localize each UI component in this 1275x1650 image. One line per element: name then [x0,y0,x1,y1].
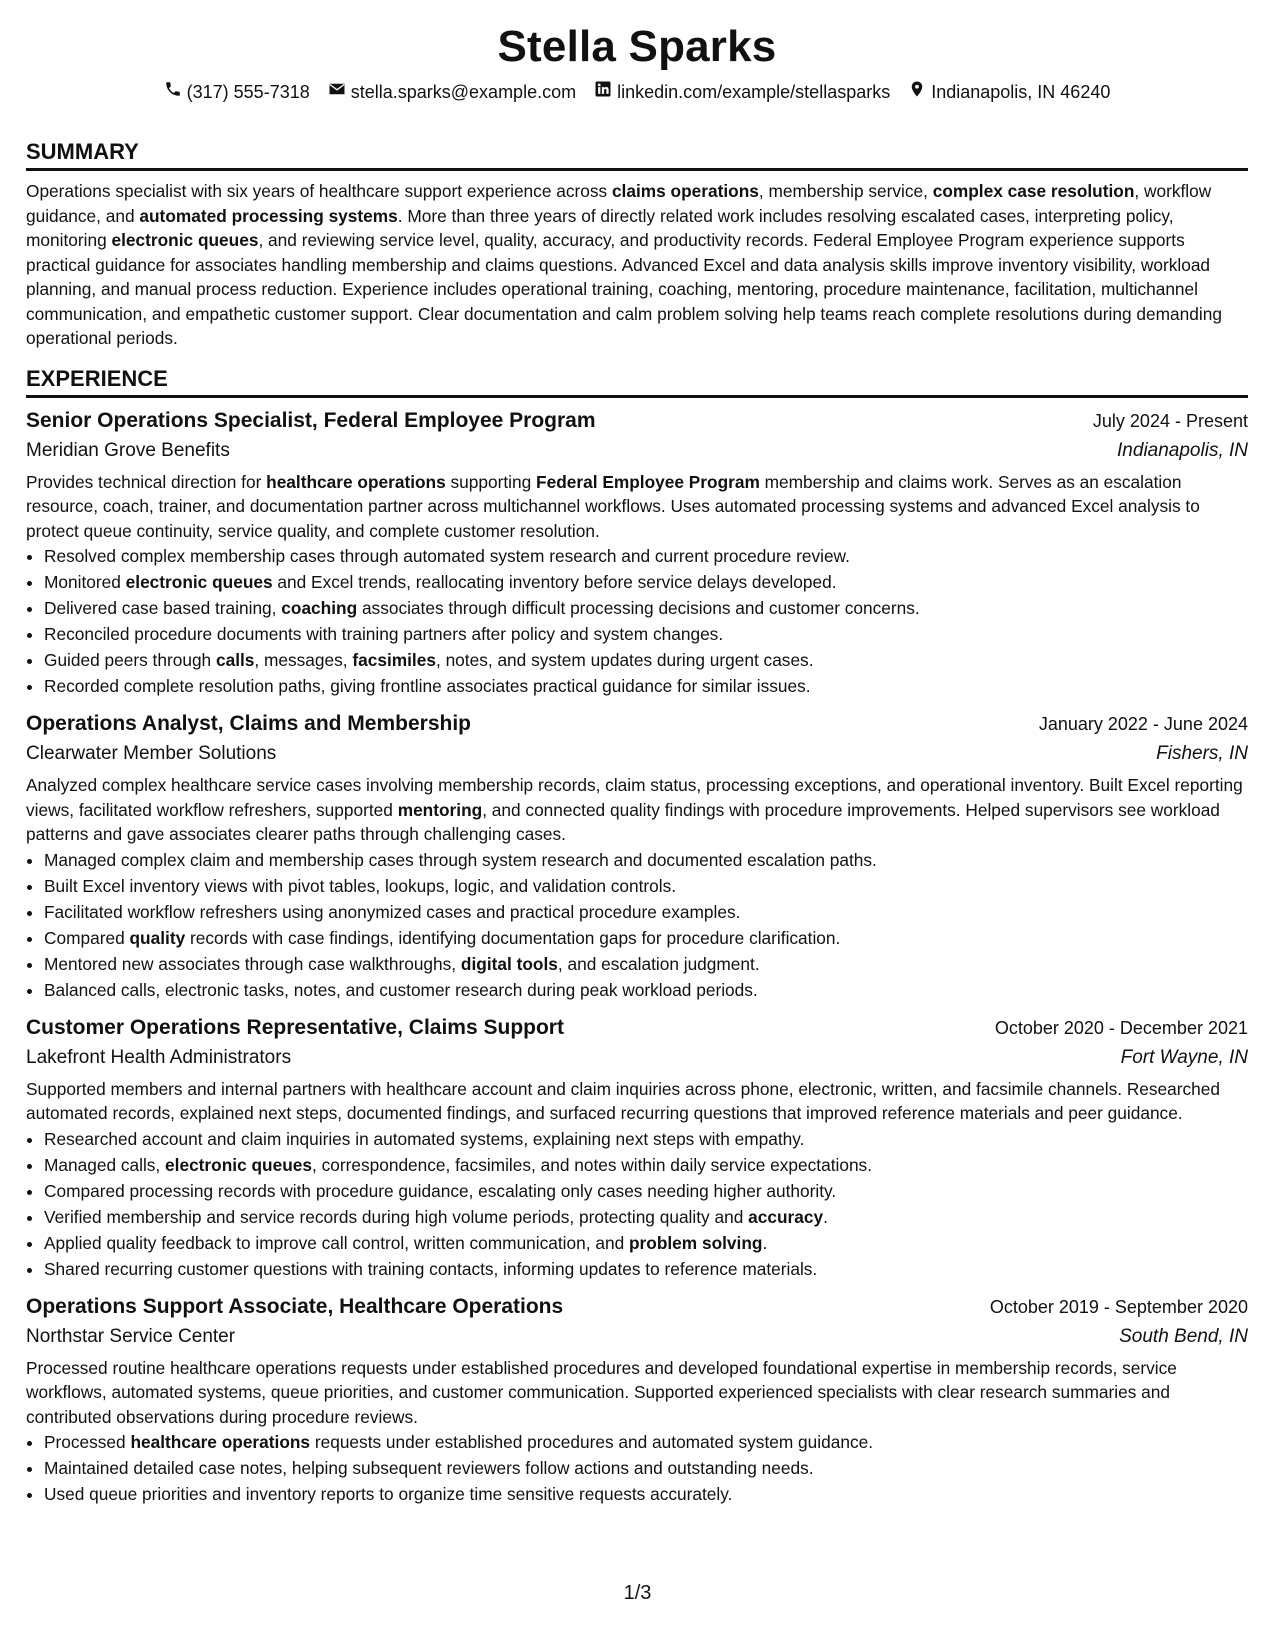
bold-keyword: digital tools [460,953,558,974]
text-run: Delivered case based training, [44,598,282,618]
job-header [26,1292,1248,1322]
job-description [26,773,1248,847]
bullet-item [44,977,1248,1003]
job-bullets [26,1126,1248,1282]
bullet-item [44,847,1248,873]
job-title: Operations Support Associate, Healthcare Operations [26,1294,564,1318]
bullet-item [44,899,1248,925]
text-run: Operations specialist with six years of healthcare support experience across [26,181,612,201]
bullet-item [44,595,1248,621]
text-run: Compared processing records with procedure guidance, escalating only cases needing higher authority. [44,1180,837,1201]
text-run: Analyzed complex healthcare service cases involving membership records, claim status, processing exceptions, and operational inventory. Built Excel reporting views, facilitated workflow refreshers, supported [26,775,1243,820]
text-run: Balanced calls, electronic tasks, notes, and customer research during peak workload periods. [44,979,758,1000]
bullet-item [44,1230,1248,1256]
job-title: Operations Analyst, Claims and Membership [26,712,471,735]
text-run: Provides technical direction for [26,471,267,492]
phone-text: (317) 555-7318 [186,82,310,102]
text-run: membership and claims work. Serves as an escalation resource, coach, trainer, and documentation partner across multichannel workflows. Uses automated processing systems and advanced Excel analysis to protect queue continuity, service quality, and complete customer resolution. [26,471,1200,541]
bullet-item [44,647,1248,673]
text-run: , correspondence, facsimiles, and notes within daily service expectations. [312,1154,873,1175]
job-company: Clearwater Member Solutions [26,743,277,764]
bold-keyword: Federal Employee Program [536,471,760,492]
job-entry [26,709,1248,1003]
linkedin-icon [594,80,612,104]
bold-keyword: calls [215,650,255,670]
location-text: Indianapolis, IN 46240 [931,82,1111,102]
text-run: supporting [445,471,537,492]
candidate-name: Stella Sparks [497,22,777,71]
experience-list [26,406,1248,1508]
envelope-icon [328,80,346,104]
job-description [26,1077,1248,1126]
contact-email[interactable] [328,80,576,104]
job-dates: July 2024 - Present [1092,410,1248,431]
job-subheader [26,739,1248,769]
job-location: Fort Wayne, IN [1120,1046,1248,1068]
job-company: Lakefront Health Administrators [26,1046,292,1068]
text-run: , and escalation judgment. [557,953,760,974]
job-header [26,709,1248,739]
bullet-item [44,1481,1248,1507]
bullet-item [44,1204,1248,1230]
text-run: requests under established procedures and automated system guidance. [310,1432,873,1452]
text-run: , notes, and system updates during urgent cases. [435,650,814,670]
text-run: Facilitated workflow refreshers using anonymized cases and practical procedure examples. [44,901,741,922]
text-run: Processed [44,1432,131,1452]
bold-keyword: electronic queues [111,230,259,250]
bullet-item [44,1256,1248,1282]
bold-keyword: accuracy [748,1206,824,1227]
job-company: Meridian Grove Benefits [26,439,230,461]
job-title: Senior Operations Specialist, Federal Employee Program [26,408,596,432]
job-company: Northstar Service Center [26,1325,236,1347]
text-run: and Excel trends, reallocating inventory before service delays developed. [272,572,837,592]
contact-phone [164,80,310,104]
text-run: Researched account and claim inquiries in automated systems, explaining next steps with empathy. [44,1128,805,1149]
job-bullets [26,543,1248,699]
text-run: Maintained detailed case notes, helping subsequent reviewers follow actions and outstanding needs. [44,1458,814,1478]
job-location: South Bend, IN [1119,1325,1248,1347]
text-run: Reconciled procedure documents with training partners after policy and system changes. [44,624,724,644]
text-run: . [823,1206,828,1227]
experience-heading: EXPERIENCE [26,365,168,391]
job-entry [26,1013,1248,1282]
job-description [26,470,1248,544]
text-run: Supported members and internal partners with healthcare account and claim inquiries across phone, electronic, written, and facsimile channels. Researched automated records, explained next steps, documented findings, and surfaced recurring questions that improved reference materials and peer guidance. [26,1078,1221,1123]
email-text: stella.sparks@example.com [350,82,577,102]
text-run: Shared recurring customer questions with training contacts, informing updates to reference materials. [44,1258,818,1279]
bold-keyword: facsimiles [352,650,436,670]
text-run: Monitored [44,572,126,592]
phone-icon [164,80,182,104]
summary-heading: SUMMARY [26,139,139,164]
job-header [26,1013,1248,1043]
text-run: associates through difficult processing decisions and customer concerns. [357,598,920,618]
text-run: , workflow guidance, and [26,181,1212,226]
contact-bar [26,80,1248,104]
job-entry [26,406,1248,700]
section-divider [26,395,1248,398]
job-entry [26,1292,1248,1508]
linkedin-text: linkedin.com/example/stellasparks [617,82,891,102]
text-run: Processed routine healthcare operations requests under established procedures and developed foundational expertise in membership records, service workflows, automated systems, queue priorities, and customer communication. Supported experienced specialists with clear research summaries and contributed observations during procedure reviews. [26,1357,1177,1427]
bold-keyword: coaching [281,598,358,618]
text-run: Guided peers through [44,650,216,670]
text-run: Resolved complex membership cases through automated system research and current procedure review. [44,546,850,566]
job-dates: October 2019 - September 2020 [989,1296,1248,1317]
contact-location [908,80,1110,104]
text-run: Used queue priorities and inventory reports to organize time sensitive requests accurately. [44,1484,733,1504]
job-subheader [26,1322,1248,1352]
map-pin-icon [908,80,926,104]
bullet-item [44,569,1248,595]
text-run: Managed complex claim and membership cases through system research and documented escalation paths. [44,849,877,870]
text-run: , and connected quality findings with procedure improvements. Helped supervisors see workload patterns and gave associates clearer paths through challenging cases. [26,799,1220,844]
bold-keyword: electronic queues [165,1154,312,1175]
bullet-item [44,951,1248,977]
page-number: 1/3 [623,1582,652,1604]
job-subheader [26,436,1248,466]
bullet-item [44,1178,1248,1204]
bold-keyword: healthcare operations [130,1432,311,1452]
job-bullets [26,1429,1248,1507]
bold-keyword: complex case resolution [932,181,1135,201]
text-run: , messages, [254,650,353,670]
summary-text [26,179,1248,351]
bold-keyword: automated processing systems [139,205,398,226]
contact-linkedin[interactable] [594,80,890,104]
job-dates: October 2020 - December 2021 [994,1017,1248,1038]
text-run: Applied quality feedback to improve call control, written communication, and [44,1232,629,1253]
bold-keyword: healthcare operations [266,471,446,492]
bullet-item [44,873,1248,899]
bold-keyword: problem solving [628,1232,763,1253]
text-run: Recorded complete resolution paths, giving frontline associates practical guidance for similar issues. [44,676,811,696]
job-subheader [26,1043,1248,1073]
bullet-item [44,673,1248,699]
job-description [26,1356,1248,1430]
job-header [26,406,1248,436]
job-title: Customer Operations Representative, Claims Support [26,1015,564,1039]
section-divider [26,168,1248,171]
text-run: , membership service, [758,181,933,201]
text-run: records with case findings, identifying documentation gaps for procedure clarification. [185,927,841,948]
bold-keyword: electronic queues [125,572,273,592]
text-run: Verified membership and service records during high volume periods, protecting quality and [44,1206,749,1227]
bold-keyword: quality [129,927,186,948]
job-location: Indianapolis, IN [1117,439,1248,461]
bold-keyword: mentoring [397,799,483,820]
text-run: Mentored new associates through case walkthroughs, [44,953,461,974]
bullet-item [44,1429,1248,1455]
bullet-item [44,1126,1248,1152]
job-location: Fishers, IN [1156,743,1248,764]
resume-page [26,20,1248,1517]
text-run: Managed calls, [44,1154,166,1175]
bullet-item [44,621,1248,647]
job-bullets [26,847,1248,1003]
bullet-item [44,1152,1248,1178]
job-dates: January 2022 - June 2024 [1038,714,1248,734]
bullet-item [44,1455,1248,1481]
bold-keyword: claims operations [611,181,759,201]
text-run: Compared [44,927,130,948]
text-run: . [762,1232,768,1253]
text-run: Built Excel inventory views with pivot tables, lookups, logic, and validation controls. [44,875,677,896]
bullet-item [44,925,1248,951]
bullet-item [44,543,1248,569]
text-run: , and reviewing service level, quality, accuracy, and productivity records. Federal Employee Program experience supports practical guidance for associates handling membership and claims questions. Advanced Excel and data analysis skills improve inventory visibility, workload planning, and manual process reduction. Experience includes operational training, coaching, mentoring, procedure maintenance, facilitation, multichannel communication, and empathetic customer support. Clear documentation and calm problem solving help teams reach complete resolutions during demanding operational periods. [26,230,1222,348]
text-run: . More than three years of directly related work includes resolving escalated cases, interpreting policy, monitoring [26,205,1174,250]
